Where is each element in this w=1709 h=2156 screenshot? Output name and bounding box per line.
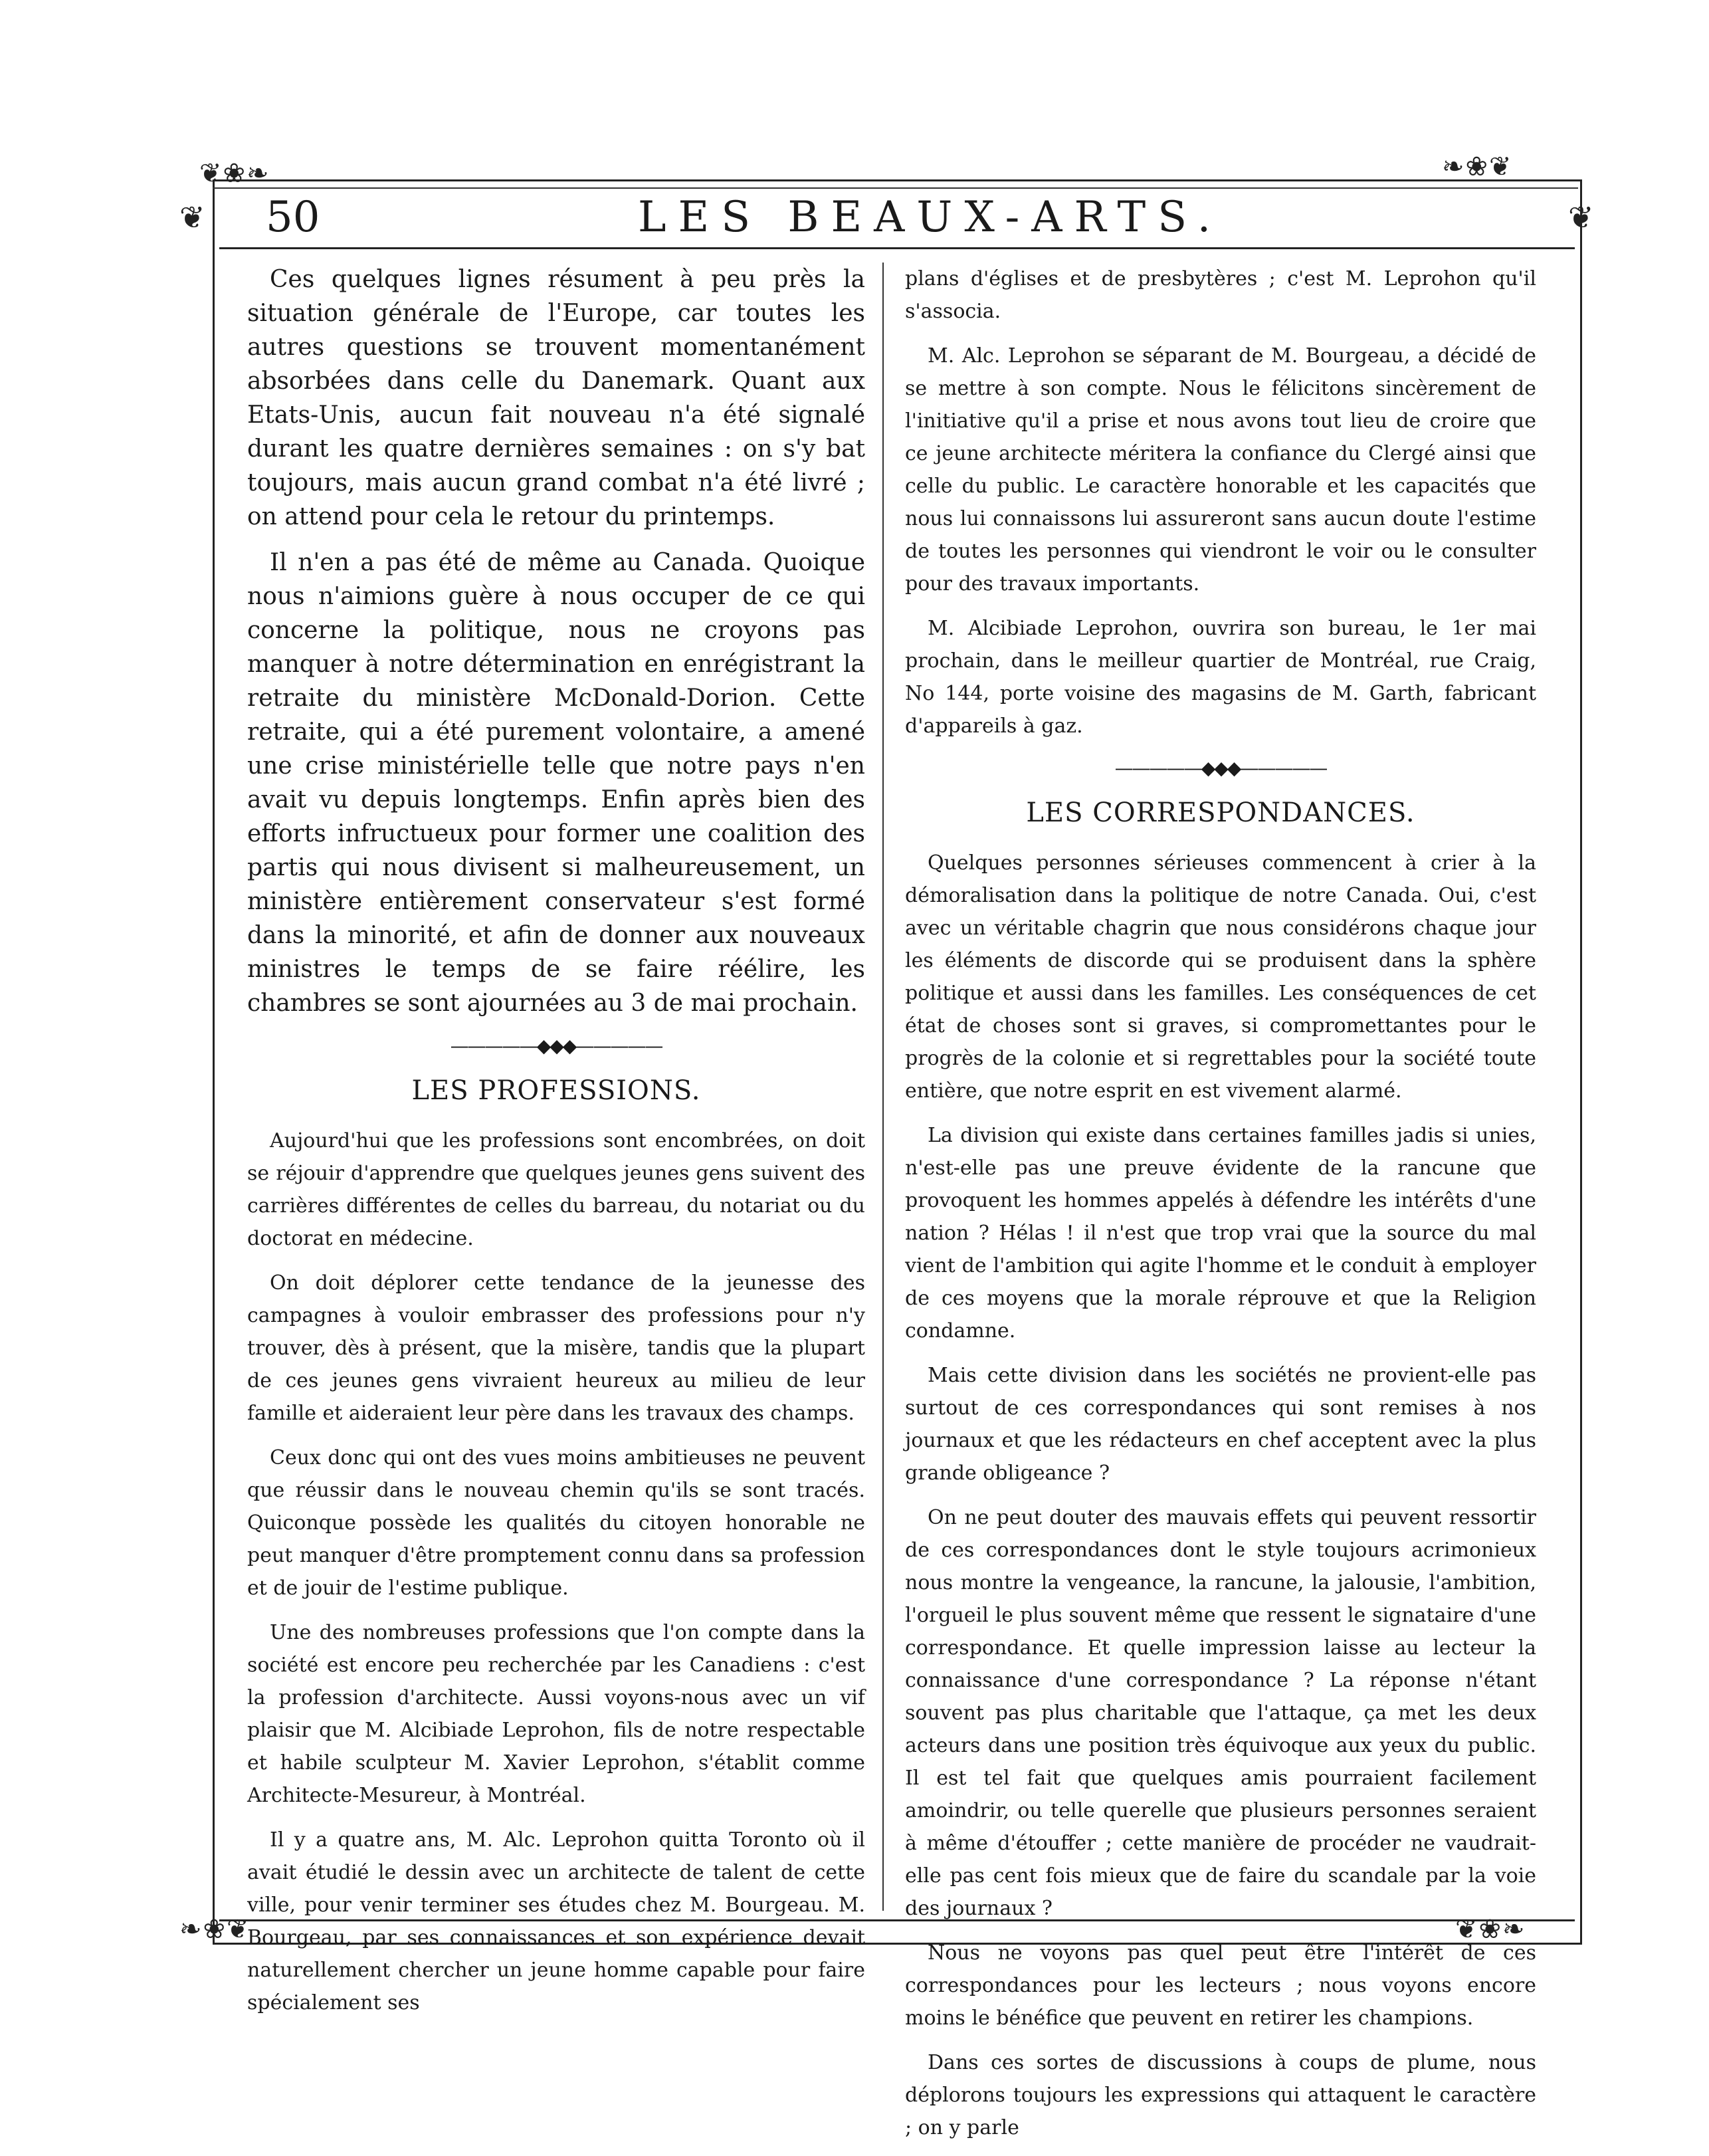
page-border-inner-line: [213, 187, 1578, 189]
right-column: [905, 263, 1536, 2156]
running-title: LES BEAUX-ARTS.: [638, 193, 1223, 242]
section-title: LES PROFESSIONS.: [411, 1075, 701, 1106]
paragraph: M. Alcibiade Leprohon, ouvrira son bureau, le 1er mai prochain, dans le meilleur quartier de Montréal, rue Craig, No 144, porte voisine des magasins de M. Garth, fabricant d'appareils à gaz.: [905, 617, 1536, 738]
ornament-bottom-right: ❦❀❧: [1455, 1914, 1526, 1945]
paragraph: Ceux donc qui ont des vues moins ambitieuses ne peuvent que réussir dans le nouveau chemin qu'ils se sont tracés. Quiconque possède les qualités du citoyen honorable ne peut manquer d'être promptement connu dans sa profession et de jouir de l'estime publique.: [247, 1446, 865, 1600]
paragraph: Dans ces sortes de discussions à coups de plume, nous déplorons toujours les expressions qui attaquent le caractère ; on y parle: [905, 2051, 1536, 2139]
section-separator: —————◆◆◆—————: [450, 1035, 662, 1057]
paragraph: On ne peut douter des mauvais effets qui peuvent ressortir de ces correspondances dont le style toujours acrimonieux nous montre la vengeance, la rancune, la jalousie, l'ambition, l'orgueil le plus souvent même que ressent le signataire d'une correspondance. Et quelle impression laisse au lecteur la connaissance d'une correspondance ? La réponse n'étant souvent pas plus charitable que l'attaque, ça met les deux acteurs dans une position très équivoque aux yeux du public. Il est tel fait que quelques amis pourraient facilement amoindrir, ou telle querelle que plusieurs personnes seraient à même d'étouffer ; cette manière de procéder ne vaudrait-elle pas cent fois mieux que de faire du scandale par la voie des journaux ?: [905, 1506, 1536, 1920]
paragraph: plans d'églises et de presbytères ; c'est M. Leprohon qu'il s'associa.: [905, 267, 1536, 323]
ornament-top-left: ❦❀❧: [199, 158, 270, 189]
ornament-bottom-left: ❧❀❦: [179, 1914, 251, 1945]
page-number: 50: [266, 193, 320, 242]
paragraph: Une des nombreuses professions que l'on compte dans la société est encore peu recherchée par les Canadiens : c'est la profession d'architecte. Aussi voyons-nous avec un vif plaisir que M. Alcibiade Leprohon, fils de notre respectable et habile sculpteur M. Xavier Leprohon, s'établit comme Architecte-Mesureur, à Montréal.: [247, 1621, 865, 1807]
paragraph: Il y a quatre ans, M. Alc. Leprohon quitta Toronto où il avait étudié le dessin avec un architecte de talent de cette ville, pour venir terminer ses études chez M. Bourgeau. M. Bourgeau, par ses connaissances et son expérience devait naturellement chercher un jeune homme capable pour faire spécialement ses: [247, 1828, 865, 2014]
section-title: LES CORRESPONDANCES.: [1026, 798, 1415, 828]
paragraph: Ces quelques lignes résument à peu près la situation générale de l'Europe, car toutes les autres questions se trouvent momentanément absorbées dans celle du Danemark. Quant aux Etats-Unis, aucun fait nouveau n'a été signalé durant les quatre dernières semaines : on s'y bat toujours, mais aucun grand combat n'a été livré ; on attend pour cela le retour du printemps.: [247, 266, 865, 530]
paragraph: Mais cette division dans les sociétés ne provient-elle pas surtout de ces correspondances qui sont remises à nos journaux et que les rédacteurs en chef acceptent avec la plus grande obligeance ?: [905, 1364, 1536, 1485]
ornament-left-scroll: ❦: [179, 199, 207, 235]
paragraph: On doit déplorer cette tendance de la jeunesse des campagnes à vouloir embrasser des professions pour n'y trouver, dès à présent, que la misère, tandis que la plupart de ces jeunes gens vivraient heureux au milieu de leur famille et aideraient leur père dans les travaux des champs.: [247, 1271, 865, 1425]
paragraph: M. Alc. Leprohon se séparant de M. Bourgeau, a décidé de se mettre à son compte. Nous le félicitons sincèrement de l'initiative qu'il a prise et nous avons tout lieu de croire que ce jeune architecte méritera la confiance du Clergé ainsi que celle du public. Le caractère honorable et les capacités que nous lui connaissons lui assureront sans aucun doute l'estime de toutes les personnes qui viendront le voir ou le consulter pour des travaux importants.: [905, 344, 1536, 595]
column-divider: [882, 263, 884, 1911]
left-column: [247, 263, 865, 2031]
paragraph: Quelques personnes sérieuses commencent à crier à la démoralisation dans la politique de notre Canada. Oui, c'est avec un véritable chagrin que nous considérons chaque jour les éléments de discorde qui se produisent dans la sphère politique et aussi dans les familles. Les conséquences de cet état de choses sont si graves, si compromettantes pour le progrès de la colonie et si regrettables pour la société toute entière, que notre esprit en est vivement alarmé.: [905, 851, 1536, 1103]
footer-rule: [219, 1919, 1575, 1921]
ornament-top-right: ❧❀❦: [1442, 152, 1513, 182]
header-rule: [219, 247, 1575, 249]
paragraph: Il n'en a pas été de même au Canada. Quoique nous n'aimions guère à nous occuper de ce qui concerne la politique, nous ne croyons pas manquer à notre détermination en enrégistrant la retraite du ministère McDonald-Dorion. Cette retraite, qui a été purement volontaire, a amené une crise ministérielle telle que notre pays n'en avait vu depuis longtemps. Enfin après bien des efforts infructueux pour former une coalition des partis qui nous divisent si malheureusement, un ministère entièrement conservateur s'est formé dans la minorité, et afin de donner aux nouveaux ministres le temps de se faire réélire, les chambres se sont ajournées au 3 de mai prochain.: [247, 549, 865, 1017]
page-header: [252, 191, 1555, 251]
section-separator: —————◆◆◆—————: [1114, 757, 1327, 779]
paragraph: La division qui existe dans certaines familles jadis si unies, n'est-elle pas une preuve évidente de la rancune que provoquent les hommes appelés à défendre les intérêts d'une nation ? Hélas ! il n'est que trop vrai que la source du mal vient de l'ambition qui agite l'homme et le conduit à employer de ces moyens que la morale réprouve et que la Religion condamne.: [905, 1124, 1536, 1343]
paragraph: Nous ne voyons pas quel peut être l'intérêt de ces correspondances pour les lecteurs ; nous voyons encore moins le bénéfice que peuvent en retirer les champions.: [905, 1941, 1536, 2030]
paragraph: Aujourd'hui que les professions sont encombrées, on doit se réjouir d'apprendre que quelques jeunes gens suivent des carrières différentes de celles du barreau, du notariat ou du doctorat en médecine.: [247, 1129, 865, 1250]
ornament-right-scroll: ❦: [1568, 199, 1595, 235]
